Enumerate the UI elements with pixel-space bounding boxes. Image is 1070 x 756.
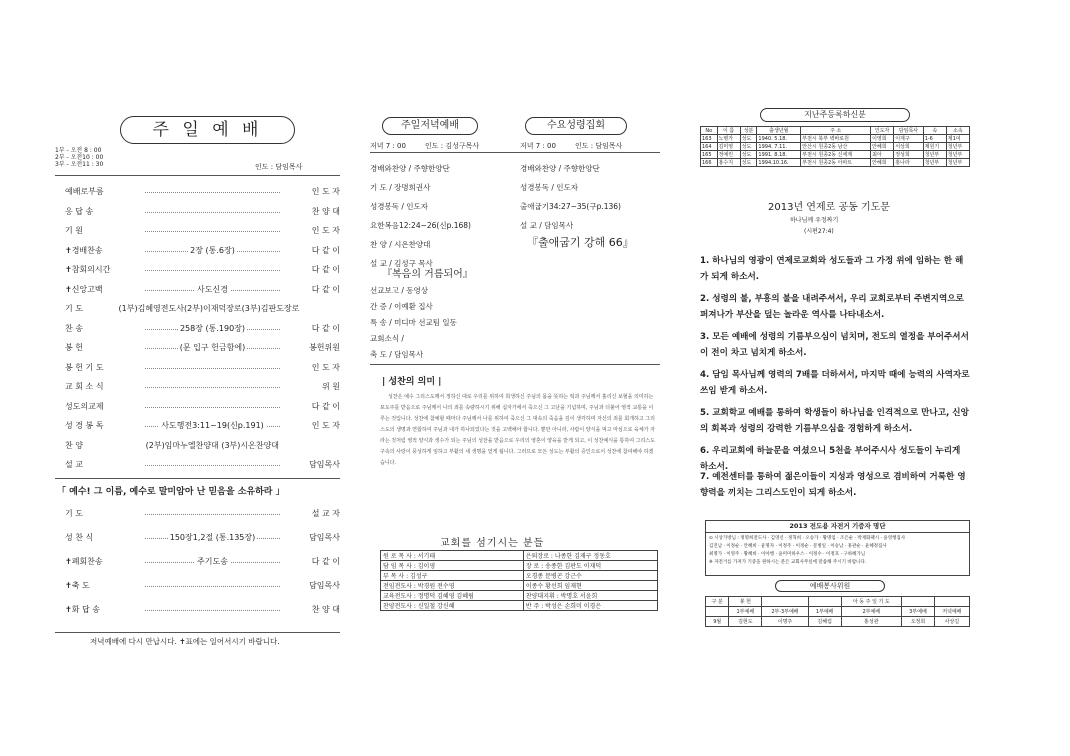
notice-line: 최명가 · 이영주 · 황혜희 · 이아행 · 윤미미하우스 · 이정수 · 이정호 · 구하혜가님 — [709, 552, 866, 557]
order-label: 예배로부름 — [65, 187, 104, 196]
table-cell: 이명주 — [762, 617, 809, 627]
notice-box — [705, 520, 970, 576]
leader-dots — [145, 465, 280, 466]
order-person: 설 교 자 — [311, 509, 340, 518]
table-row — [706, 617, 970, 627]
order-label: 봉 헌 기 도 — [65, 362, 104, 372]
divider — [370, 152, 660, 153]
order-label: 성도의교제 — [65, 401, 104, 411]
wed-time: 저녁 7 : 00 — [520, 142, 556, 150]
table-cell: 1940. 5.18. — [757, 135, 801, 143]
table-cell: 봉 헌 — [729, 597, 762, 607]
table-cell — [934, 597, 969, 607]
order-person — [281, 440, 340, 452]
order-line: 간 증 / 이예환 집사 — [370, 302, 433, 311]
table-row — [381, 591, 658, 601]
evening-leader: 인도 : 김성구목사 — [425, 142, 480, 150]
order-label: ✝축 도 — [65, 581, 90, 590]
prayer-item: 4. 담임 목사님께 영력의 7배를 더하셔서, 마지막 때에 능력의 사역자로 쓰임 받게 하소서. — [700, 370, 970, 396]
table-cell: 구 분 — [706, 597, 729, 607]
order-row — [65, 556, 340, 568]
order-row — [65, 362, 340, 374]
leader-dots — [145, 231, 280, 232]
order-detail-text: (2부)임마누엘찬양대 (3부)시온찬양대 — [145, 440, 280, 450]
table-header: 성분 — [740, 127, 757, 135]
order-label: 기 도 — [65, 509, 83, 518]
table-cell: 안혜희 — [871, 143, 894, 151]
table-header: 속 — [923, 127, 946, 135]
table-row — [381, 571, 658, 581]
order-detail — [117, 303, 302, 315]
prayer-item: 2. 성령의 불, 부흥의 불을 내려주셔서, 우리 교회로부터 주변지역으로 퍼져나가 부산을 덮는 놀라운 역사를 나타내소서. — [700, 294, 964, 320]
order-detail — [145, 245, 280, 257]
order-detail-text: (문 입구 헌금함에) — [179, 343, 246, 352]
table-cell: 홍나라 — [894, 159, 923, 167]
table-cell: 부 목 사 : 김성구 — [381, 571, 524, 581]
order-line: 기 도 / 장명희권사 — [370, 183, 431, 192]
table-row — [381, 551, 658, 561]
divider — [55, 175, 340, 176]
order-detail — [145, 580, 280, 592]
order-person: 다 같 이 — [311, 284, 340, 294]
table-cell: 찬양전도사 : 신일철 강신혜 — [381, 601, 524, 611]
table-cell: 장 로 : 송종한 김판도 이재덕 — [523, 561, 657, 571]
table-cell: 오경종 문병곤 강근수 — [523, 571, 657, 581]
table-cell: 안산시 원종2동 남산 — [801, 143, 871, 151]
table-cell: 김미영 — [717, 143, 740, 151]
order-detail-text: (1부)김혜영전도사(2부)이재덕장로(3부)김판도장로 — [118, 304, 300, 313]
evening-sermon-title: 『복음의 거름되어』 — [382, 269, 473, 280]
table-cell: 오정희 — [902, 617, 935, 627]
table-cell: 청년부 — [946, 143, 969, 151]
table-row — [701, 151, 970, 159]
table-cell: 1994. 7.11. — [757, 143, 801, 151]
order-row — [65, 186, 340, 198]
table-cell: 성도 — [740, 159, 757, 167]
order-line: 성경봉독 / 인도자 — [520, 183, 579, 192]
leader-dots — [145, 270, 280, 271]
table-header-row — [701, 127, 970, 135]
order-detail-text: 사도행전3:11~19(신p.191) — [161, 421, 264, 430]
table-cell: 제원기 — [923, 143, 946, 151]
table-cell: 청년부 — [946, 159, 969, 167]
table-cell: 청년부 — [946, 151, 969, 159]
order-detail — [145, 401, 280, 413]
table-cell: 사상길 — [934, 617, 969, 627]
new-members-table — [700, 126, 970, 167]
order-label: 교 회 소 식 — [65, 382, 104, 391]
table-cell: 은퇴장로 : 나종한 김재구 정동호 — [523, 551, 657, 561]
order-label: 찬 송 — [65, 323, 83, 333]
order-detail-text: 150장1,2절 (통.135장) — [169, 533, 256, 542]
order-label: ✝참회의시간 — [65, 265, 111, 274]
table-cell: 김혜림 — [808, 617, 841, 627]
table-cell: 반 주 : 박성은 손희미 이경은 — [523, 601, 657, 611]
order-person: 찬 양 대 — [311, 605, 340, 614]
order-detail — [145, 508, 280, 520]
table-cell: 김현도 — [729, 617, 762, 627]
order-row — [65, 323, 340, 335]
divider — [370, 364, 660, 365]
order-detail-text: 주기도송 — [197, 557, 228, 566]
table-cell: 1-6 — [923, 135, 946, 143]
table-cell: 부천시 북부 벽바로원 — [801, 135, 871, 143]
order-person: 담임목사 — [309, 533, 340, 542]
order-line: 특 송 / 미디마 선교팀 일동 — [370, 318, 457, 327]
order-person: 다 같 이 — [311, 557, 340, 566]
table-cell: 전임전도사 : 박경원 전수영 — [381, 581, 524, 591]
notice-line: ⊙ 시상가방님 : 정명희전도사 · 김영신 · 정혁희 · 오승가 · 황명임 · 조은순 · 박재화팩시 · 윤영행집사 — [709, 536, 906, 541]
order-person: 인 도 자 — [311, 226, 340, 235]
prayer-item: 6. 우리교회에 하늘문을 여셨으니 5천을 부어주시사 성도들이 누리게 하소서. — [700, 446, 961, 472]
leader-dots — [145, 586, 280, 587]
order-label: 응 답 송 — [65, 206, 94, 216]
order-detail-text: 258장 (통.190장) — [179, 323, 246, 333]
order-label: ✝폐회찬송 — [65, 557, 103, 566]
divider — [55, 478, 340, 479]
table-cell: 2부·3부예배 — [762, 607, 809, 617]
table-cell: 1991. 8.18. — [757, 151, 801, 159]
table-row — [381, 561, 658, 571]
notice-line: ※ 자전거를 가져가 기증을 원하시는 분은 교회사무실에 말씀해 주시기 바랍니다. — [709, 560, 867, 565]
leader-dots — [145, 514, 280, 515]
order-row — [65, 440, 340, 452]
order-row — [65, 225, 340, 237]
order-label: ✝경배찬송 — [65, 245, 103, 255]
order-row — [65, 342, 340, 354]
prayer-item: 3. 모든 예배에 성령의 기름부으심이 넘치며, 전도의 열정을 부어주셔서 이 전이 차고 넘치게 하소서. — [700, 332, 969, 358]
sunday-service-title: 주 일 예 배 — [120, 116, 295, 144]
table-row — [701, 159, 970, 167]
order-person: 인 도 자 — [311, 362, 340, 372]
prayer-item: 5. 교회학교 예배를 통하여 학생들이 하나님을 인격적으로 만나고, 신앙의 회복과 성령의 강력한 기름부으심을 경험하게 하소서. — [700, 408, 969, 434]
order-person: 다 같 이 — [311, 323, 340, 333]
order-row — [65, 264, 340, 276]
table-cell: 제1여 — [946, 135, 969, 143]
table-cell — [762, 597, 809, 607]
leader-dots — [145, 387, 280, 388]
order-line: 축 도 / 담임목사 — [370, 350, 424, 359]
order-row — [65, 459, 340, 471]
order-detail — [145, 459, 280, 471]
order-detail — [145, 420, 280, 432]
prayer-title: 2013년 연제로 공동 기도문 — [768, 202, 890, 213]
notice-body — [706, 533, 969, 569]
wed-leader: 인도 : 담임목사 — [575, 142, 623, 150]
sermon-title: 「 예수! 그 이름, 예수로 말미암아 난 믿음을 소유하라 」 — [57, 487, 285, 497]
table-row — [706, 607, 970, 617]
order-person: 봉헌위원 — [309, 343, 340, 352]
order-row — [65, 508, 340, 520]
order-row — [65, 284, 340, 296]
order-person: 다 같 이 — [311, 245, 340, 255]
order-line: 성경봉독 / 인도자 — [370, 202, 429, 211]
order-detail — [145, 362, 280, 374]
table-cell: 1부예배 — [729, 607, 762, 617]
order-detail — [145, 225, 280, 237]
time-second: 2부 - 오전10 : 00 — [55, 154, 104, 161]
table-header: No — [701, 127, 718, 135]
table-header: 소속 — [946, 127, 969, 135]
notice-line: 김진남 · 이정순 · 안혜희 · 윤명자 · 이정주 · 이정순 · 문병일 · 이승남 · 홍관순 · 윤혜정집사 — [709, 544, 887, 549]
table-row — [706, 597, 970, 607]
table-cell: 성도 — [740, 143, 757, 151]
order-person: 다 같 이 — [311, 401, 340, 411]
order-line: 설 교 / 담임목사 — [520, 221, 574, 230]
table-cell: 홍성관 — [841, 617, 902, 627]
order-row — [65, 532, 340, 544]
order-detail — [145, 264, 280, 276]
table-cell: 부천시 원종2동 신세계 — [801, 151, 871, 159]
leader-dots — [145, 368, 280, 369]
table-row — [701, 143, 970, 151]
order-detail — [145, 206, 280, 218]
table-cell: 최아 — [871, 151, 894, 159]
table-cell: 이재구 — [894, 135, 923, 143]
service-committee-table — [705, 596, 970, 627]
order-label: ✝화 답 송 — [65, 605, 100, 614]
order-label: 기 원 — [65, 226, 83, 235]
table-cell: 1부예배 — [808, 607, 841, 617]
order-row — [65, 381, 340, 393]
table-cell: 3부예배 — [902, 607, 935, 617]
notice-title: 2013 전도용 자전거 기증자 명단 — [706, 521, 969, 533]
table-cell: 이영희 — [871, 135, 894, 143]
table-cell: 아 동 주 일 기 도 — [841, 597, 902, 607]
order-label: 찬 양 — [65, 440, 83, 450]
order-row — [65, 604, 340, 616]
table-cell: 청년부 — [923, 151, 946, 159]
order-detail — [145, 323, 280, 335]
prayer-item: 7. 예전센터를 통하여 젊은이들이 지성과 영성으로 겸비하여 거룩한 영향력을 끼치는 그리스도인이 되게 하소서. — [700, 472, 966, 498]
table-cell: 서상희 — [894, 143, 923, 151]
table-cell: 노병가 — [717, 135, 740, 143]
evening-time: 저녁 7 : 00 — [370, 142, 406, 150]
prayer-subtitle: 하나님께 우정짜기 — [790, 217, 839, 224]
table-cell: 부천시 원종2동 아파트 — [801, 159, 871, 167]
leader-dots — [145, 212, 280, 213]
order-detail — [145, 381, 280, 393]
service-times — [55, 147, 103, 168]
table-cell: 담 임 목 사 : 김이영 — [381, 561, 524, 571]
order-detail — [145, 342, 280, 354]
table-cell — [902, 597, 935, 607]
order-person: 인 도 자 — [311, 187, 340, 196]
prayer-reference: (시편27:4) — [804, 228, 834, 235]
table-header: 출생년월 — [757, 127, 801, 135]
table-header: 인도자 — [871, 127, 894, 135]
order-detail — [145, 604, 280, 616]
servants-title: 교회를 섬기시는 분들 — [440, 538, 545, 549]
table-cell: 청년부 — [923, 159, 946, 167]
table-header: 주 소 — [801, 127, 871, 135]
table-cell: 정성희 — [894, 151, 923, 159]
order-detail — [145, 186, 280, 198]
table-cell: 정예린 — [717, 151, 740, 159]
table-cell: 찬양대지휘 : 박명호 서윤희 — [523, 591, 657, 601]
order-row — [65, 401, 340, 413]
order-detail — [145, 532, 280, 544]
time-third: 3부 - 오전11 : 30 — [55, 161, 104, 168]
order-line: 출애굽기34:27~35(구p.136) — [520, 202, 621, 211]
divider — [55, 632, 340, 633]
order-label: 성 경 봉 독 — [65, 421, 104, 430]
table-cell — [706, 607, 729, 617]
table-row — [381, 601, 658, 611]
table-cell: 홍수지 — [717, 159, 740, 167]
table-cell — [808, 597, 841, 607]
order-person: 위 원 — [322, 382, 340, 391]
order-detail — [144, 440, 281, 452]
leader-dots — [145, 192, 280, 193]
order-person: 담임목사 — [309, 581, 340, 590]
table-cell: 1994.10.16. — [757, 159, 801, 167]
table-cell: 교육전도사 : 정명덕 김혜영 김혜림 — [381, 591, 524, 601]
wednesday-service-title: 수요성령집회 — [525, 117, 627, 135]
table-header: 이 름 — [717, 127, 740, 135]
leader-dots — [145, 407, 280, 408]
order-label: 기 도 — [65, 304, 83, 313]
table-cell: 안혜희 — [871, 159, 894, 167]
servants-table — [380, 550, 658, 611]
table-cell: 164 — [701, 143, 718, 151]
order-person: 찬 양 대 — [311, 206, 340, 216]
footer-note: 저녁예배에 다시 만납시다. ✝표에는 일어서시기 바랍니다. — [90, 637, 280, 646]
table-cell: 저녁예배 — [934, 607, 969, 617]
order-detail — [145, 556, 280, 568]
table-header: 담임목사 — [894, 127, 923, 135]
time-first: 1부 - 오전 8 : 00 — [55, 147, 102, 154]
order-line: 교회소식 / — [370, 334, 404, 343]
order-person: 인 도 자 — [311, 421, 340, 430]
service-committee-title: 예배봉사위원 — [775, 580, 885, 592]
prayer-item: 1. 하나님의 영광이 연제로교회와 성도들과 그 가정 위에 임하는 한 해가 되게 하소서. — [700, 256, 964, 282]
order-detail-text: 2장 (통.6장) — [190, 245, 235, 255]
table-cell: 원 로 목 사 : 서기태 — [381, 551, 524, 561]
order-line: 요한복음12:24~26(신p.168) — [370, 221, 471, 230]
table-cell: 9월 — [706, 617, 729, 627]
order-person — [301, 303, 340, 315]
order-line: 경배와찬양 / 주향한양단 — [520, 164, 600, 173]
order-label: 봉 헌 — [65, 343, 83, 352]
new-members-title: 지난주등록하신분 — [760, 108, 910, 122]
meaning-text: 성찬은 예수 그리스도께서 정하신 대로 우리를 위하여 희생하신 주님의 몸을 뜻하는 떡과 주님께서 흘리신 보혈을 의미하는 포도주를 받음으로 주님께서 나의 죄를 속량하시기 위해 십자가에서 죽으신 그 고난을 기념하며, 주님과 더불어 영적 교통을 이루는 것입니다. 성찬에 참예할 때마다 주님께서 나를 위하여 죽으신 그 대속의 죽음을 깊이 생각하며 자신의 죄를 회개하고 그리스도의 생명과 연합하여 주님과 내가 하나되었다는 것을 고백해야 합니다. 뿐만 아니라, 사람이 양식을 먹고 마심으로 육체가 자라는 것처럼 영적 양식과 생수가 되는 주님의 성찬을 받음으로 우리의 영혼이 양육을 받게 되고, 이 성찬예식을 통하여 그리스도 구속의 사랑이 풍성하게 임하고 부활의 새 생명을 얻게 됩니다. 그러므로 모든 성도는 부활의 증인으로서 성찬에 참여해야 하겠습니다. — [380, 394, 655, 466]
order-row — [65, 303, 340, 315]
order-line: 선교보고 / 동영상 — [370, 286, 429, 295]
table-cell: 성도 — [740, 135, 757, 143]
meaning-title: | 성찬의 의미 | — [382, 377, 442, 387]
order-row — [65, 580, 340, 592]
table-cell: 이종수 황선희 임재현 — [523, 581, 657, 591]
table-row — [381, 581, 658, 591]
evening-service-title: 주일저녁예배 — [382, 117, 478, 135]
table-cell: 성도 — [740, 151, 757, 159]
order-row — [65, 245, 340, 257]
leader-dots — [145, 610, 280, 611]
order-label: 설 교 — [65, 460, 83, 469]
order-line: 설 교 / 김성구 목사 — [370, 259, 433, 268]
order-detail-text: 사도신경 — [197, 284, 228, 294]
service-leader: 인도 : 담임목사 — [255, 163, 303, 171]
order-row — [65, 206, 340, 218]
table-cell: 165 — [701, 151, 718, 159]
order-person: 담임목사 — [309, 460, 340, 469]
order-line: 경배와찬양 / 주향한양단 — [370, 164, 450, 173]
table-cell: 166 — [701, 159, 718, 167]
order-label: ✝신앙고백 — [65, 284, 103, 294]
order-row — [65, 420, 340, 432]
order-person: 다 같 이 — [311, 265, 340, 274]
wed-sermon-title: 『출애굽기 강해 66』 — [527, 236, 634, 249]
table-row — [701, 135, 970, 143]
table-cell: 2부예배 — [841, 607, 902, 617]
table-cell: 163 — [701, 135, 718, 143]
order-label: 성 찬 식 — [65, 533, 94, 542]
order-detail — [145, 284, 280, 296]
order-line: 찬 양 / 시온찬양대 — [370, 240, 431, 249]
